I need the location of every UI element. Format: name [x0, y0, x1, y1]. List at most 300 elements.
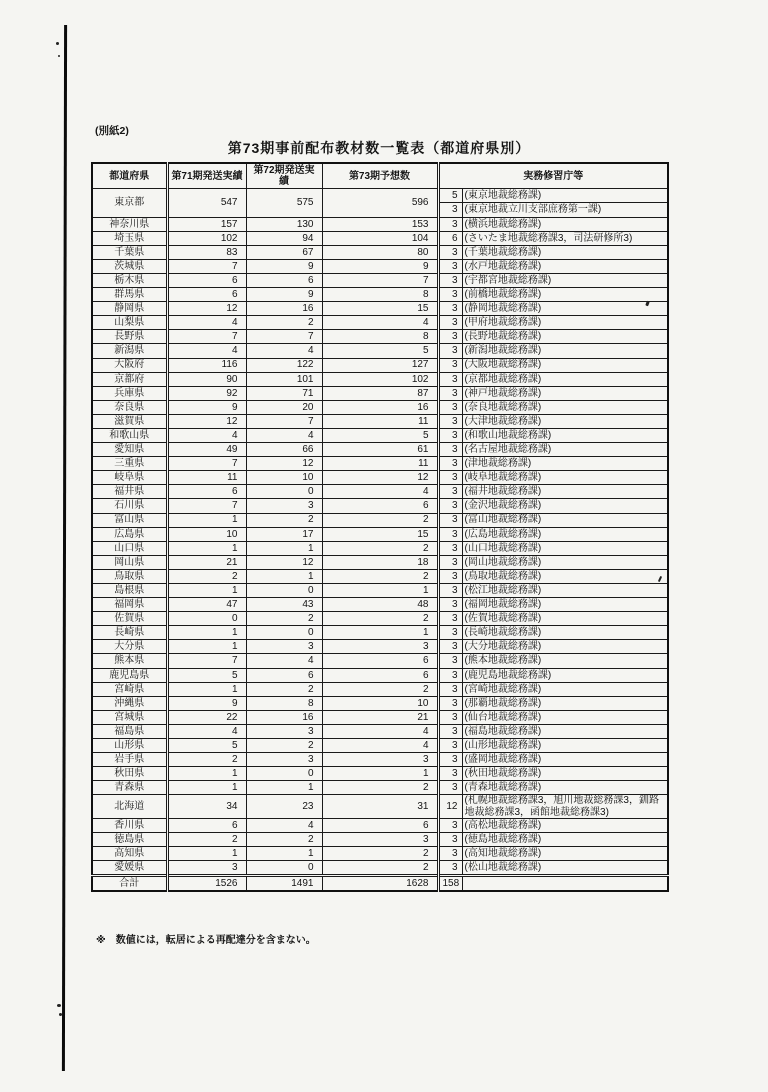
prefecture-cell: 福井県: [92, 485, 167, 499]
prefecture-cell: 奈良県: [92, 400, 167, 414]
prefecture-cell: 香川県: [92, 818, 167, 832]
prefecture-cell: 岩手県: [92, 753, 167, 767]
term72-cell: 0: [246, 767, 322, 781]
table-row: [92, 372, 668, 386]
office-name-cell: (高松地裁総務課): [462, 818, 668, 832]
office-name-cell: (宮崎地裁総務課): [462, 682, 668, 696]
term73-cell: 6: [322, 654, 438, 668]
office-count-cell: 3: [438, 569, 462, 583]
office-name-cell: (佐賀地裁総務課): [462, 612, 668, 626]
term71-cell: 1: [167, 682, 246, 696]
office-name-cell: (広島地裁総務課): [462, 527, 668, 541]
term72-cell: 17: [246, 527, 322, 541]
office-count-cell: 6: [438, 231, 462, 245]
term72-cell: 4: [246, 428, 322, 442]
term72-cell: 130: [246, 217, 322, 231]
table-row: [92, 259, 668, 273]
office-name-cell: (東京地裁立川支部庶務第一課): [462, 203, 668, 217]
table-row: [92, 316, 668, 330]
term72-cell: 66: [246, 443, 322, 457]
table-row: [92, 189, 668, 203]
term71-cell: 9: [167, 696, 246, 710]
office-count-cell: 3: [438, 259, 462, 273]
term73-cell: 7: [322, 273, 438, 287]
table-row: [92, 598, 668, 612]
prefecture-cell: 秋田県: [92, 767, 167, 781]
prefecture-cell: 島根県: [92, 584, 167, 598]
office-count-cell: 3: [438, 612, 462, 626]
term71-cell: 6: [167, 818, 246, 832]
term72-cell: 3: [246, 753, 322, 767]
prefecture-cell: 福島県: [92, 724, 167, 738]
prefecture-cell: 山口県: [92, 541, 167, 555]
term71-cell: 4: [167, 344, 246, 358]
total-label-cell: 合計: [92, 876, 167, 892]
office-count-cell: 3: [438, 710, 462, 724]
term71-cell: 12: [167, 302, 246, 316]
term73-cell: 11: [322, 457, 438, 471]
term73-cell: 5: [322, 428, 438, 442]
term72-cell: 4: [246, 654, 322, 668]
term71-cell: 1: [167, 781, 246, 795]
table-row: [92, 217, 668, 231]
table-row: [92, 245, 668, 259]
prefecture-cell: 山梨県: [92, 316, 167, 330]
term72-cell: 575: [246, 189, 322, 217]
term73-cell: 10: [322, 696, 438, 710]
term73-cell: 2: [322, 612, 438, 626]
office-count-cell: 3: [438, 555, 462, 569]
term71-cell: 1: [167, 513, 246, 527]
table-row: [92, 443, 668, 457]
prefecture-cell: 鳥取県: [92, 569, 167, 583]
term72-cell: 3: [246, 640, 322, 654]
term73-cell: 12: [322, 471, 438, 485]
term73-cell: 1: [322, 584, 438, 598]
prefecture-cell: 徳島県: [92, 832, 167, 846]
prefecture-cell: 石川県: [92, 499, 167, 513]
term73-cell: 61: [322, 443, 438, 457]
table-row: [92, 584, 668, 598]
term71-cell: 90: [167, 372, 246, 386]
scan-speck: [59, 1013, 62, 1016]
prefecture-cell: 高知県: [92, 846, 167, 860]
term71-cell: 34: [167, 795, 246, 818]
office-name-cell: (水戸地裁総務課): [462, 259, 668, 273]
table-row: [92, 818, 668, 832]
table-row: [92, 302, 668, 316]
term73-cell: 1: [322, 767, 438, 781]
office-name-cell: (甲府地裁総務課): [462, 316, 668, 330]
prefecture-cell: 熊本県: [92, 654, 167, 668]
term73-cell: 5: [322, 344, 438, 358]
term72-cell: 1: [246, 569, 322, 583]
table-row: [92, 386, 668, 400]
term71-cell: 1: [167, 640, 246, 654]
term72-cell: 4: [246, 344, 322, 358]
term71-cell: 547: [167, 189, 246, 217]
office-name-cell: (秋田地裁総務課): [462, 767, 668, 781]
office-name-cell: (福岡地裁総務課): [462, 598, 668, 612]
office-count-cell: 3: [438, 832, 462, 846]
table-row: [92, 555, 668, 569]
term73-cell: 4: [322, 739, 438, 753]
page-title: 第73期事前配布教材数一覧表（都道府県別）: [227, 140, 531, 156]
total-office-count-cell: 158: [438, 876, 462, 892]
term72-cell: 3: [246, 724, 322, 738]
term71-cell: 2: [167, 569, 246, 583]
office-name-cell: (岐阜地裁総務課): [462, 471, 668, 485]
term73-cell: 4: [322, 724, 438, 738]
term73-cell: 2: [322, 861, 438, 876]
office-name-cell: (熊本地裁総務課): [462, 654, 668, 668]
term72-cell: 122: [246, 358, 322, 372]
table-row: [92, 626, 668, 640]
office-count-cell: 3: [438, 316, 462, 330]
term73-cell: 6: [322, 668, 438, 682]
term72-cell: 43: [246, 598, 322, 612]
term71-cell: 49: [167, 443, 246, 457]
term71-cell: 5: [167, 739, 246, 753]
term71-cell: 4: [167, 428, 246, 442]
office-name-cell: (盛岡地裁総務課): [462, 753, 668, 767]
office-name-cell: (松江地裁総務課): [462, 584, 668, 598]
office-name-cell: (京都地裁総務課): [462, 372, 668, 386]
office-count-cell: 3: [438, 386, 462, 400]
term72-cell: 12: [246, 457, 322, 471]
office-name-cell: (新潟地裁総務課): [462, 344, 668, 358]
office-name-cell: (静岡地裁総務課): [462, 302, 668, 316]
term72-cell: 71: [246, 386, 322, 400]
term71-cell: 1: [167, 846, 246, 860]
term72-cell: 16: [246, 710, 322, 724]
term72-cell: 3: [246, 499, 322, 513]
term72-cell: 0: [246, 485, 322, 499]
table-row: [92, 231, 668, 245]
office-count-cell: 3: [438, 499, 462, 513]
office-count-cell: 3: [438, 372, 462, 386]
table-row: [92, 612, 668, 626]
office-count-cell: 3: [438, 541, 462, 555]
term73-cell: 4: [322, 316, 438, 330]
office-name-cell: (福島地裁総務課): [462, 724, 668, 738]
term71-cell: 47: [167, 598, 246, 612]
term73-cell: 18: [322, 555, 438, 569]
office-count-cell: 3: [438, 414, 462, 428]
office-count-cell: 3: [438, 302, 462, 316]
prefecture-cell: 長野県: [92, 330, 167, 344]
prefecture-cell: 宮城県: [92, 710, 167, 724]
office-name-cell: (大津地裁総務課): [462, 414, 668, 428]
office-count-cell: 3: [438, 640, 462, 654]
term73-cell: 153: [322, 217, 438, 231]
term73-cell: 3: [322, 640, 438, 654]
term73-cell: 1: [322, 626, 438, 640]
office-count-cell: 3: [438, 471, 462, 485]
office-name-cell: (富山地裁総務課): [462, 513, 668, 527]
term73-cell: 6: [322, 818, 438, 832]
term71-cell: 102: [167, 231, 246, 245]
table-row: [92, 753, 668, 767]
office-count-cell: 3: [438, 753, 462, 767]
prefecture-cell: 長崎県: [92, 626, 167, 640]
table-row: [92, 696, 668, 710]
term72-cell: 8: [246, 696, 322, 710]
office-count-cell: 3: [438, 400, 462, 414]
col-header-term72: 第72期発送実績: [246, 163, 322, 189]
table-row: [92, 739, 668, 753]
term72-cell: 6: [246, 273, 322, 287]
term71-cell: 9: [167, 400, 246, 414]
term73-cell: 596: [322, 189, 438, 217]
prefecture-cell: 東京都: [92, 189, 167, 217]
term71-cell: 10: [167, 527, 246, 541]
term73-cell: 2: [322, 781, 438, 795]
prefecture-cell: 兵庫県: [92, 386, 167, 400]
prefecture-cell: 愛媛県: [92, 861, 167, 876]
office-count-cell: 3: [438, 696, 462, 710]
term72-cell: 0: [246, 626, 322, 640]
term72-cell: 23: [246, 795, 322, 818]
office-name-cell: (津地裁総務課): [462, 457, 668, 471]
prefecture-cell: 広島県: [92, 527, 167, 541]
col-header-office: 実務修習庁等: [438, 163, 668, 189]
term71-cell: 7: [167, 499, 246, 513]
table-row: [92, 499, 668, 513]
office-name-cell: (宇都宮地裁総務課): [462, 273, 668, 287]
office-count-cell: 3: [438, 245, 462, 259]
term73-cell: 11: [322, 414, 438, 428]
table-body: [92, 189, 668, 891]
term71-cell: 6: [167, 273, 246, 287]
col-header-term71: 第71期発送実績: [167, 163, 246, 189]
table-row: [92, 710, 668, 724]
prefecture-cell: 新潟県: [92, 344, 167, 358]
table-row: [92, 273, 668, 287]
table-row: [92, 724, 668, 738]
term72-cell: 9: [246, 259, 322, 273]
office-count-cell: 3: [438, 724, 462, 738]
term72-cell: 1: [246, 541, 322, 555]
term72-cell: 12: [246, 555, 322, 569]
term72-cell: 9: [246, 288, 322, 302]
office-count-cell: 3: [438, 682, 462, 696]
office-name-cell: (名古屋地裁総務課): [462, 443, 668, 457]
term71-cell: 0: [167, 612, 246, 626]
office-count-cell: 3: [438, 846, 462, 860]
prefecture-cell: 栃木県: [92, 273, 167, 287]
scan-speck: [57, 1004, 61, 1007]
office-name-cell: (さいたま地裁総務課3，司法研修所3): [462, 231, 668, 245]
office-name-cell: (神戸地裁総務課): [462, 386, 668, 400]
office-name-cell: (大阪地裁総務課): [462, 358, 668, 372]
term72-cell: 0: [246, 861, 322, 876]
prefecture-cell: 北海道: [92, 795, 167, 818]
term72-cell: 1: [246, 846, 322, 860]
office-count-cell: 3: [438, 654, 462, 668]
term71-cell: 12: [167, 414, 246, 428]
office-name-cell: (前橋地裁総務課): [462, 288, 668, 302]
term71-cell: 1: [167, 626, 246, 640]
prefecture-cell: 和歌山県: [92, 428, 167, 442]
office-name-cell: (大分地裁総務課): [462, 640, 668, 654]
office-name-cell: (金沢地裁総務課): [462, 499, 668, 513]
term73-cell: 8: [322, 330, 438, 344]
office-name-cell: (青森地裁総務課): [462, 781, 668, 795]
term73-cell: 15: [322, 527, 438, 541]
prefecture-cell: 山形県: [92, 739, 167, 753]
term73-cell: 104: [322, 231, 438, 245]
table-row: [92, 428, 668, 442]
office-name-cell: (松山地裁総務課): [462, 861, 668, 876]
term71-cell: 7: [167, 330, 246, 344]
office-count-cell: 3: [438, 428, 462, 442]
term72-cell: 7: [246, 414, 322, 428]
prefecture-cell: 千葉県: [92, 245, 167, 259]
office-name-cell: (那覇地裁総務課): [462, 696, 668, 710]
office-count-cell: 3: [438, 767, 462, 781]
table-row: [92, 861, 668, 876]
term71-cell: 83: [167, 245, 246, 259]
total-term73-cell: 1628: [322, 876, 438, 892]
prefecture-cell: 静岡県: [92, 302, 167, 316]
table-row: [92, 682, 668, 696]
term73-cell: 6: [322, 499, 438, 513]
prefecture-cell: 埼玉県: [92, 231, 167, 245]
term73-cell: 8: [322, 288, 438, 302]
term71-cell: 21: [167, 555, 246, 569]
office-count-cell: 3: [438, 861, 462, 876]
prefecture-cell: 滋賀県: [92, 414, 167, 428]
office-count-cell: 3: [438, 330, 462, 344]
prefecture-cell: 鹿児島県: [92, 668, 167, 682]
term72-cell: 0: [246, 584, 322, 598]
table-row: [92, 414, 668, 428]
term72-cell: 2: [246, 316, 322, 330]
table-row: [92, 471, 668, 485]
table-row: [92, 513, 668, 527]
term72-cell: 2: [246, 513, 322, 527]
prefecture-cell: 岡山県: [92, 555, 167, 569]
office-name-cell: (横浜地裁総務課): [462, 217, 668, 231]
term73-cell: 16: [322, 400, 438, 414]
term73-cell: 2: [322, 541, 438, 555]
term72-cell: 16: [246, 302, 322, 316]
office-count-cell: 3: [438, 513, 462, 527]
office-count-cell: 3: [438, 344, 462, 358]
term71-cell: 4: [167, 316, 246, 330]
table-row: [92, 781, 668, 795]
office-name-cell: (千葉地裁総務課): [462, 245, 668, 259]
term73-cell: 2: [322, 513, 438, 527]
office-name-cell: (和歌山地裁総務課): [462, 428, 668, 442]
scan-artifact-edge-line: [62, 25, 67, 1071]
scan-speck: [58, 55, 60, 57]
table-row: [92, 846, 668, 860]
prefecture-cell: 富山県: [92, 513, 167, 527]
term72-cell: 10: [246, 471, 322, 485]
term71-cell: 7: [167, 259, 246, 273]
office-count-cell: 3: [438, 273, 462, 287]
total-office-name-cell: [462, 876, 668, 892]
prefecture-cell: 愛知県: [92, 443, 167, 457]
term71-cell: 4: [167, 724, 246, 738]
term72-cell: 94: [246, 231, 322, 245]
prefecture-cell: 神奈川県: [92, 217, 167, 231]
term71-cell: 7: [167, 457, 246, 471]
term71-cell: 5: [167, 668, 246, 682]
header-row: [92, 163, 668, 189]
term71-cell: 2: [167, 753, 246, 767]
table-row: [92, 527, 668, 541]
col-header-prefecture: 都道府県: [92, 163, 167, 189]
prefecture-cell: 青森県: [92, 781, 167, 795]
term71-cell: 11: [167, 471, 246, 485]
materials-distribution-table: [91, 162, 669, 892]
term71-cell: 6: [167, 485, 246, 499]
term72-cell: 2: [246, 682, 322, 696]
table-row: [92, 640, 668, 654]
term73-cell: 31: [322, 795, 438, 818]
table-row: [92, 541, 668, 555]
total-row: [92, 876, 668, 892]
term73-cell: 87: [322, 386, 438, 400]
office-count-cell: 3: [438, 527, 462, 541]
prefecture-cell: 三重県: [92, 457, 167, 471]
office-name-cell: (岡山地裁総務課): [462, 555, 668, 569]
office-name-cell: (徳島地裁総務課): [462, 832, 668, 846]
term71-cell: 1: [167, 541, 246, 555]
term72-cell: 2: [246, 832, 322, 846]
total-term71-cell: 1526: [167, 876, 246, 892]
office-count-cell: 3: [438, 457, 462, 471]
table-row: [92, 485, 668, 499]
office-name-cell: (鹿児島地裁総務課): [462, 668, 668, 682]
office-name-cell: (長野地裁総務課): [462, 330, 668, 344]
table-row: [92, 767, 668, 781]
term72-cell: 2: [246, 612, 322, 626]
office-name-cell: (山形地裁総務課): [462, 739, 668, 753]
term73-cell: 80: [322, 245, 438, 259]
prefecture-cell: 茨城県: [92, 259, 167, 273]
office-count-cell: 3: [438, 358, 462, 372]
office-count-cell: 3: [438, 668, 462, 682]
office-name-cell: (東京地裁総務課): [462, 189, 668, 203]
term73-cell: 3: [322, 753, 438, 767]
table-row: [92, 358, 668, 372]
office-name-cell: (鳥取地裁総務課): [462, 569, 668, 583]
prefecture-cell: 佐賀県: [92, 612, 167, 626]
term73-cell: 4: [322, 485, 438, 499]
office-count-cell: 3: [438, 203, 462, 217]
office-count-cell: 3: [438, 818, 462, 832]
office-count-cell: 3: [438, 598, 462, 612]
office-name-cell: (福井地裁総務課): [462, 485, 668, 499]
term71-cell: 116: [167, 358, 246, 372]
office-count-cell: 3: [438, 217, 462, 231]
office-name-cell: (札幌地裁総務課3，旭川地裁総務課3，釧路地裁総務課3，函館地裁総務課3): [462, 795, 668, 818]
office-name-cell: (奈良地裁総務課): [462, 400, 668, 414]
table-row: [92, 668, 668, 682]
table-row: [92, 457, 668, 471]
term73-cell: 48: [322, 598, 438, 612]
scan-speck: [56, 42, 59, 45]
term73-cell: 21: [322, 710, 438, 724]
prefecture-cell: 沖縄県: [92, 696, 167, 710]
term72-cell: 67: [246, 245, 322, 259]
footnote: ※ 数値には，転居による再配達分を含まない。: [96, 935, 316, 946]
office-count-cell: 3: [438, 485, 462, 499]
